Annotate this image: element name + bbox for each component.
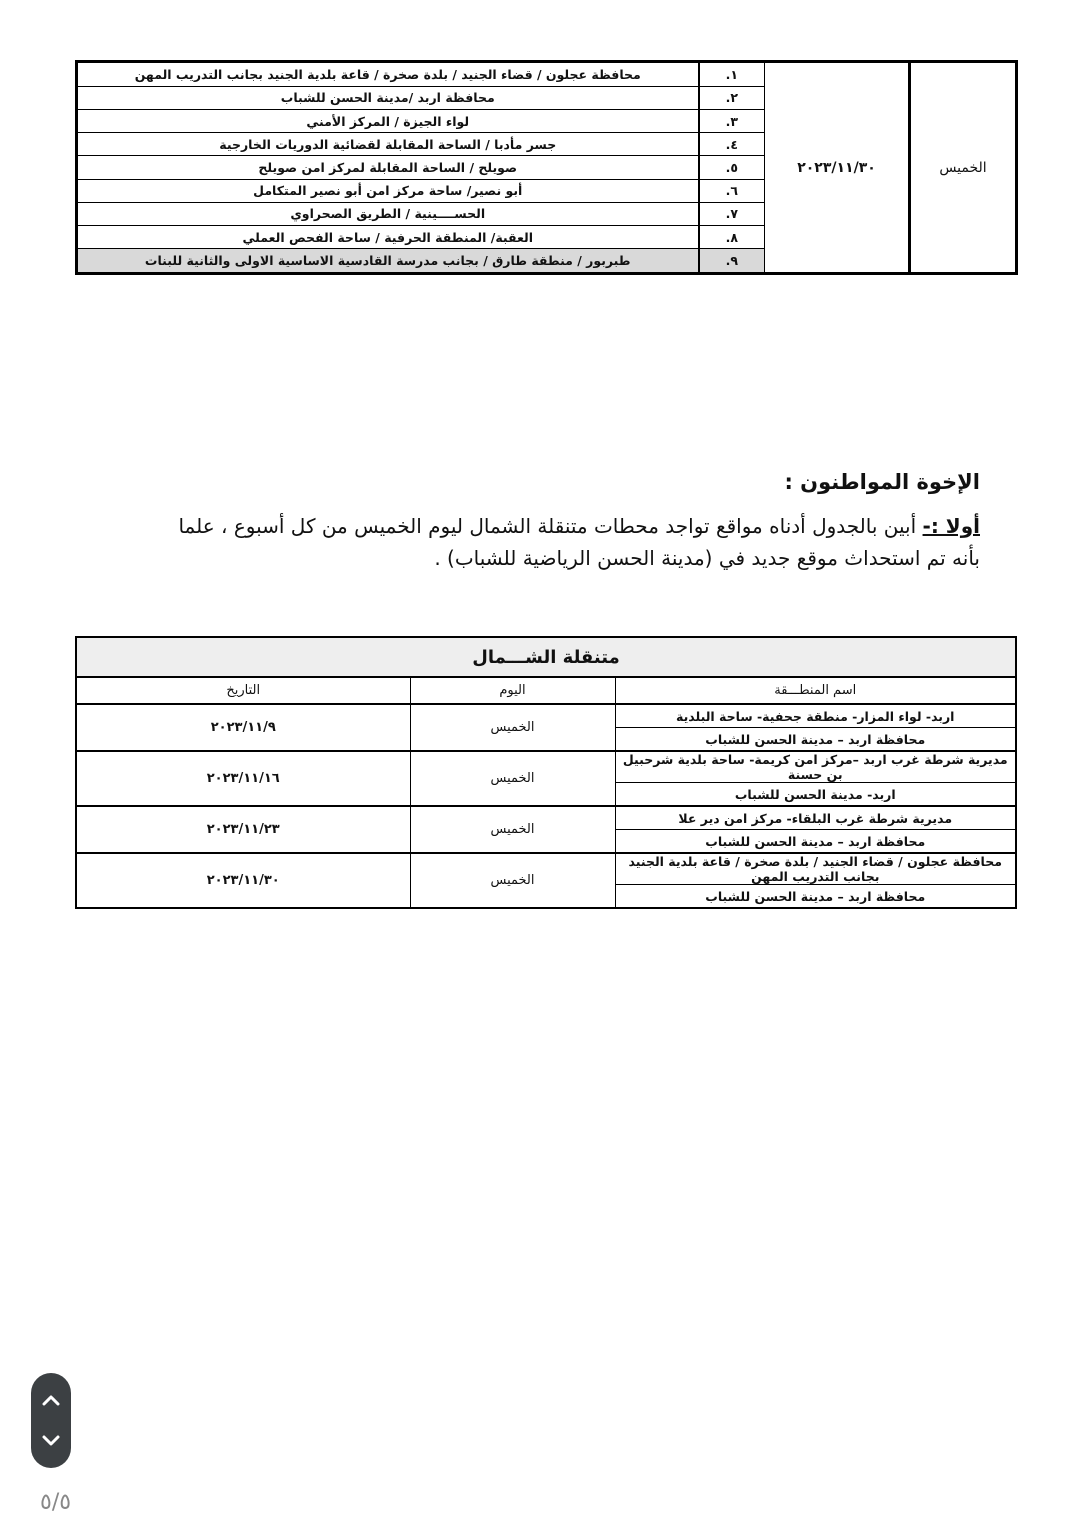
region-cell: محافظة عجلون / قضاء الجنيد / بلدة صخرة / قاعة بلدية الجنيد بجانب التدريب المهن	[615, 853, 1016, 885]
region-cell: اربد- لواء المزار- منطقة جحفية- ساحة البلدية	[615, 704, 1016, 728]
location-cell: صويلح / الساحة المقابلة لمركز امن صويلح	[77, 156, 699, 179]
table-row	[77, 62, 1017, 87]
page-counter: ٥/٥	[40, 1490, 72, 1515]
region-cell: مديرية شرطة غرب البلقاء- مركز امن دير علا	[615, 806, 1016, 830]
table-row	[76, 853, 1016, 885]
day-cell: الخميس	[410, 806, 615, 853]
region-header: اسم المنطـــقة	[615, 677, 1016, 704]
chevron-down-icon	[31, 1420, 71, 1460]
day-cell: الخميس	[410, 704, 615, 751]
row-number: .٥	[699, 156, 765, 179]
row-number: .٢	[699, 86, 765, 109]
page-down-button[interactable]	[31, 1420, 71, 1460]
day-cell: الخميس	[410, 751, 615, 806]
table-row	[76, 751, 1016, 783]
row-number: .٧	[699, 202, 765, 225]
first-label: أولا :-	[922, 514, 980, 538]
location-cell: طبربور / منطقة طارق / بجانب مدرسة القادسية الاساسية الاولى والثانية للبنات	[77, 249, 699, 274]
page-up-button[interactable]	[31, 1381, 71, 1421]
region-cell: محافظة اربد – مدينة الحسن للشباب	[615, 830, 1016, 854]
date-cell: ٢٠٢٣/١١/٣٠	[765, 62, 910, 274]
chevron-up-icon	[31, 1381, 71, 1421]
location-cell: جسر مأدبا / الساحة المقابلة لقضائية الدوريات الخارجية	[77, 133, 699, 156]
date-cell: ٢٠٢٣/١١/٣٠	[76, 853, 410, 908]
row-number: .٩	[699, 249, 765, 274]
date-cell: ٢٠٢٣/١١/١٦	[76, 751, 410, 806]
north-mobile-table	[75, 636, 1017, 909]
location-cell: العقبة/ المنطقة الحرفية / ساحة الفحص العملي	[77, 225, 699, 248]
page-nav-control	[31, 1373, 71, 1468]
location-cell: الحســــينية / الطريق الصحراوي	[77, 202, 699, 225]
region-cell: مديرية شرطة غرب اربد –مركز امن كريمة- ساحة بلدية شرحبيل بن حسنة	[615, 751, 1016, 783]
location-cell: محافظة اربد /مدينة الحسن للشباب	[77, 86, 699, 109]
day-cell: الخميس	[910, 62, 1017, 274]
table-row	[76, 704, 1016, 728]
row-number: .١	[699, 62, 765, 87]
table-row	[76, 806, 1016, 830]
date-cell: ٢٠٢٣/١١/٢٣	[76, 806, 410, 853]
region-cell: اربد- مدينة الحسن للشباب	[615, 783, 1016, 807]
row-number: .٨	[699, 225, 765, 248]
region-cell: محافظة اربد – مدينة الحسن للشباب	[615, 728, 1016, 752]
table-title: متنقلة الشـــمال	[76, 637, 1016, 677]
row-number: .٦	[699, 179, 765, 202]
stations-schedule-table	[75, 60, 1018, 275]
date-cell: ٢٠٢٣/١١/٩	[76, 704, 410, 751]
row-number: .٣	[699, 109, 765, 132]
location-cell: محافظة عجلون / قضاء الجنيد / بلدة صخرة / قاعة بلدية الجنيد بجانب التدريب المهن	[77, 62, 699, 87]
citizens-heading: الإخوة المواطنون :	[784, 470, 980, 494]
region-cell: محافظة اربد – مدينة الحسن للشباب	[615, 885, 1016, 909]
row-number: .٤	[699, 133, 765, 156]
day-header: اليوم	[410, 677, 615, 704]
location-cell: أبو نصير/ ساحة مركز امن أبو نصير المتكامل	[77, 179, 699, 202]
location-cell: لواء الجيزة / المركز الأمني	[77, 109, 699, 132]
intro-paragraph	[170, 510, 980, 574]
day-cell: الخميس	[410, 853, 615, 908]
intro-text: أبين بالجدول أدناه مواقع تواجد محطات متنقلة الشمال ليوم الخميس من كل أسبوع ، علما بأنه تم استحداث موقع جديد في (مدينة الحسن الرياضية للشباب) .	[178, 514, 980, 570]
date-header: التاريخ	[76, 677, 410, 704]
